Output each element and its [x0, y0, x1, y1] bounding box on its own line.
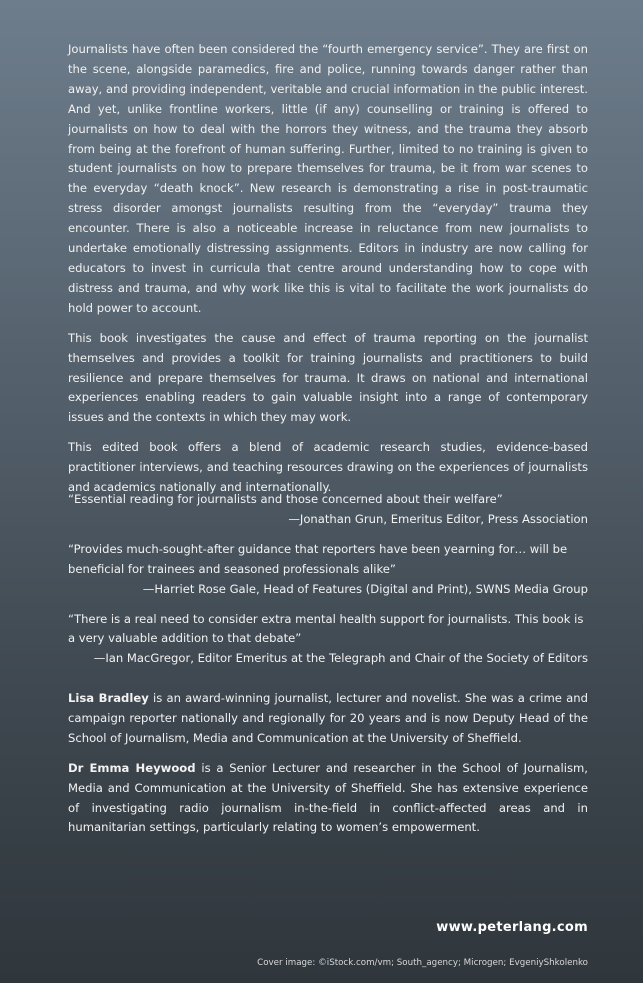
author-bio: [68, 759, 588, 839]
author-name: Lisa Bradley: [68, 691, 149, 705]
author-bio-text: is an award-winning journalist, lecturer and novelist. She was a crime and campaign reporter nationally and regionally for 20 years and is now Deputy Head of the School of Journalism, Media and Communication at the University of Sheffield.: [68, 691, 588, 745]
author-bio-text: is a Senior Lecturer and researcher in the School of Journalism, Media and Communication at the University of Sheffield. She has extensive experience of investigating radio journalism in-the-field in conflict-affected areas and in humanitarian settings, particularly relating to women’s empowerment.: [68, 760, 588, 835]
description-paragraph-3: This edited book offers a blend of academic research studies, evidence-based practitioner interviews, and teaching resources drawing on the experiences of journalists and academics nationally and internationally.: [68, 440, 588, 495]
description-paragraph-2: This book investigates the cause and effect of trauma reporting on the journalist themselves and provides a toolkit for training journalists and practitioners to build resilience and prepare themselves for trauma. It draws on national and international experiences enabling readers to gain valuable insight into a range of contemporary issues and the contexts in which they may work.: [68, 330, 588, 425]
endorsement: [68, 540, 588, 600]
endorsement-attribution: —Jonathan Grun, Emeritus Editor, Press Association: [288, 511, 588, 526]
description-paragraph-1: Journalists have often been considered the “fourth emergency service”. They are first on the scene, alongside paramedics, fire and police, running towards danger rather than away, and providing independent, veritable and crucial information in the public interest. And yet, unlike frontline workers, little (if any) counselling or training is offered to journalists on how to deal with the horrors they witness, and the trauma they absorb from being at the forefront of human suffering. Further, limited to no training is given to student journalists on how to prepare themselves for trauma, be it from war scenes to the everyday “death knock”. New research is demonstrating a rise in post-traumatic stress disorder amongst journalists resulting from the “everyday” trauma they encounter. There is also a noticeable increase in reluctance from new journalists to undertake emotionally distressing assignments. Editors in industry are now calling for educators to invest in curricula that centre around understanding how to cope with distress and trauma, and why work like this is vital to facilitate the work journalists do hold power to account.: [68, 42, 588, 315]
book-description: [68, 40, 588, 508]
endorsement-attribution: —Harriet Rose Gale, Head of Features (Digital and Print), SWNS Media Group: [142, 581, 588, 596]
author-name: Dr Emma Heywood: [68, 760, 196, 775]
author-bios: [68, 689, 588, 848]
publisher-website[interactable]: www.peterlang.com: [436, 920, 588, 935]
endorsement-text: “Essential reading for journalists and those concerned about their welfare”: [68, 492, 503, 506]
endorsement-text: “There is a real need to consider extra mental health support for journalists. This book is a very valuable addition to that debate”: [68, 611, 584, 646]
endorsement: [68, 490, 588, 530]
endorsement-attribution: —Ian MacGregor, Editor Emeritus at the Telegraph and Chair of the Society of Editors: [93, 651, 588, 666]
cover-image-credit: Cover image: ©iStock.com/vm; South_agency; Microgen; EvgeniyShkolenko: [257, 958, 588, 968]
endorsement-text: “Provides much-sought-after guidance that reporters have been yearning for… will be beneficial for trainees and seasoned professionals alike”: [68, 541, 568, 576]
endorsements: [68, 490, 588, 679]
endorsement: [68, 610, 588, 670]
author-bio: [68, 689, 588, 749]
